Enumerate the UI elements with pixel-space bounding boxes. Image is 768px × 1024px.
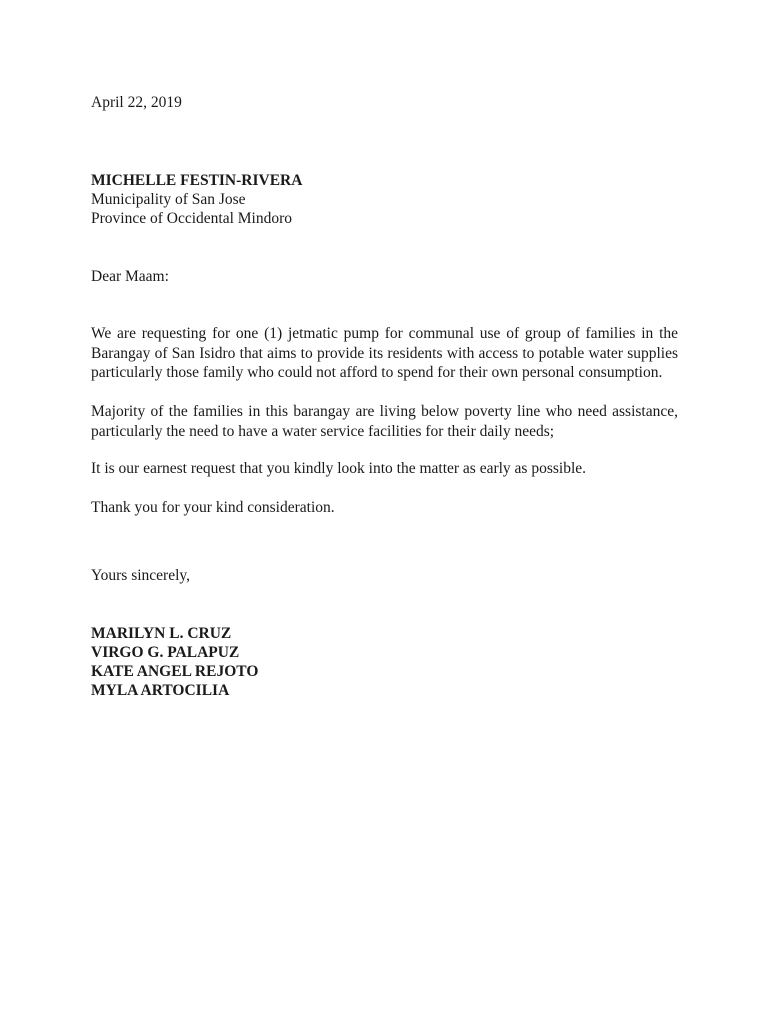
paragraph-majority (91, 402, 678, 441)
paragraph-request (91, 324, 678, 383)
paragraph-line: particularly those family who could not afford to spend for their own personal consumption. (91, 364, 663, 381)
closing: Yours sincerely, (91, 567, 191, 584)
recipient-province: Province of Occidental Mindoro (91, 210, 293, 227)
signatory-name: VIRGO G. PALAPUZ (91, 644, 240, 661)
paragraph-line: particularly the need to have a water service facilities for their daily needs; (91, 422, 555, 440)
paragraph-thank-you: Thank you for your kind consideration. (91, 499, 335, 516)
salutation: Dear Maam: (91, 268, 169, 285)
recipient-name: MICHELLE FESTIN-RIVERA (91, 172, 303, 189)
letter-date: April 22, 2019 (91, 94, 182, 111)
paragraph-earnest-request: It is our earnest request that you kindly look into the matter as early as possible. (91, 460, 587, 477)
paragraph-line: We are requesting for one (1) jetmatic pump for communal use of group of families in the (91, 325, 678, 342)
paragraph-line: Barangay of San Isidro that aims to provide its residents with access to potable water supplies (91, 344, 678, 362)
paragraph-line: Majority of the families in this barangay are living below poverty line who need assistance, (91, 403, 678, 420)
recipient-municipality: Municipality of San Jose (91, 191, 246, 208)
signatory-name: MARILYN L. CRUZ (91, 625, 232, 642)
signatory-name: KATE ANGEL REJOTO (91, 663, 259, 680)
signatory-name: MYLA ARTOCILIA (91, 682, 230, 699)
